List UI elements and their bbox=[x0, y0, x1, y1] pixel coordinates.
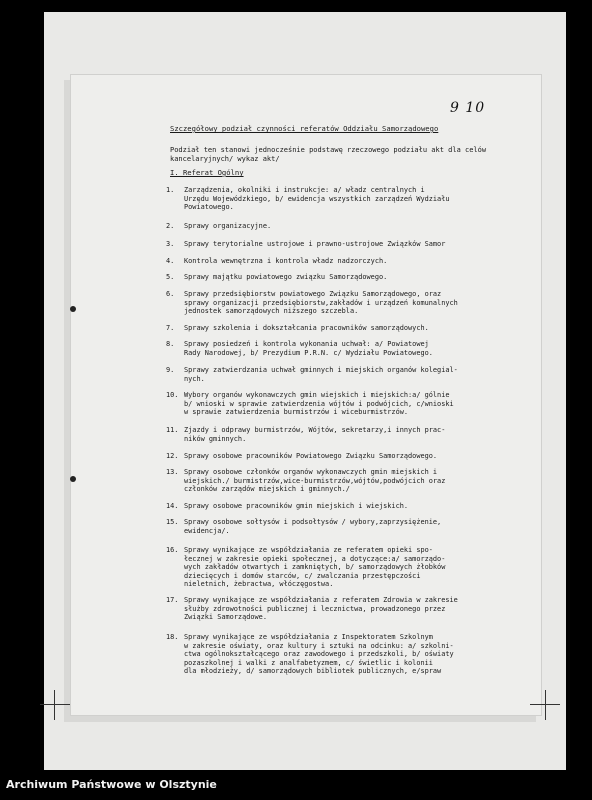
list-item bbox=[166, 222, 516, 231]
item-number: 1. bbox=[166, 186, 175, 194]
item-text: Sprawy osobowe pracowników Powiatowego Związku Samorządowego. bbox=[184, 452, 438, 460]
punch-hole bbox=[70, 476, 76, 482]
item-text: Sprawy zatwierdzania uchwał gminnych i miejskich organów kolegial- nych. bbox=[184, 366, 458, 383]
list-item bbox=[166, 452, 516, 461]
item-text: Sprawy posiedzeń i kontrola wykonania uchwał: a/ Powiatowej Rady Narodowej, b/ Prezydium P.R.N. c/ Wydziału Powiatowego. bbox=[184, 340, 433, 357]
list-item bbox=[166, 502, 516, 511]
item-number: 16. bbox=[166, 546, 179, 554]
list-item bbox=[166, 426, 516, 443]
list-item bbox=[166, 324, 516, 333]
item-text: Kontrola wewnętrzna i kontrola władz nadzorczych. bbox=[184, 257, 388, 265]
intro-paragraph: Podział ten stanowi jednocześnie podstawę rzeczowego podziału akt dla celów kancelaryjnych/ wykaz akt/ bbox=[170, 146, 487, 163]
registration-mark bbox=[40, 704, 70, 705]
item-text: Sprawy wynikające ze współdziałania z referatem Zdrowia w zakresie służby zdrowotności publicznej i lecznictwa, prowadzonego przez Związki Samorządowe. bbox=[184, 596, 458, 621]
item-text: Sprawy osobowe członków organów wykonawczych gmin miejskich i wiejskich./ burmistrzów,wice-burmistrzów,wójtów,podwójcich oraz członków zarządów miejskich i gminnych./ bbox=[184, 468, 446, 493]
item-number: 15. bbox=[166, 518, 179, 526]
item-text: Sprawy terytorialne ustrojowe i prawno-ustrojowe Związków Samor bbox=[184, 240, 446, 248]
registration-mark bbox=[545, 690, 546, 720]
section-heading: I. Referat Ogólny bbox=[170, 168, 244, 177]
punch-hole bbox=[70, 306, 76, 312]
item-number: 7. bbox=[166, 324, 175, 332]
item-number: 13. bbox=[166, 468, 179, 476]
list-item bbox=[166, 391, 516, 417]
list-item bbox=[166, 290, 516, 316]
item-number: 4. bbox=[166, 257, 175, 265]
list-item bbox=[166, 546, 516, 589]
item-number: 2. bbox=[166, 222, 175, 230]
item-text: Sprawy osobowe sołtysów i podsołtysów / wybory,zaprzysiężenie, ewidencja/. bbox=[184, 518, 442, 535]
list-item bbox=[166, 518, 516, 535]
item-text: Sprawy szkolenia i dokształcania pracowników samorządowych. bbox=[184, 324, 429, 332]
item-text: Wybory organów wykonawczych gmin wiejskich i miejskich:a/ gólnie b/ wnioski w sprawie zatwierdzenia wójtów i podwójcich, c/wnioski w sprawie zatwierdzenia burmistrzów i wiceburmistrzów. bbox=[184, 391, 454, 416]
item-text: Sprawy majątku powiatowego związku Samorządowego. bbox=[184, 273, 388, 281]
item-number: 14. bbox=[166, 502, 179, 510]
item-number: 11. bbox=[166, 426, 179, 434]
item-number: 17. bbox=[166, 596, 179, 604]
item-number: 3. bbox=[166, 240, 175, 248]
item-number: 8. bbox=[166, 340, 175, 348]
item-text: Sprawy wynikające ze współdziałania z Inspektoratem Szkolnym w zakresie oświaty, oraz kultury i sztuki na odcinku: a/ szkolni- ctwa ogólnokształcącego oraz zawodowego i przedszkoli, b/ oświaty pozaszkolnej i walki z analfabetyzmem, c/ świetlic i kolonii dla młodzieży, d/ samorządowych bibliotek publicznych, e/spraw bbox=[184, 633, 454, 675]
item-number: 9. bbox=[166, 366, 175, 374]
item-number: 6. bbox=[166, 290, 175, 298]
list-item bbox=[166, 186, 516, 212]
registration-mark bbox=[54, 690, 55, 720]
item-number: 10. bbox=[166, 391, 179, 399]
list-item bbox=[166, 366, 516, 383]
item-text: Sprawy organizacyjne. bbox=[184, 222, 272, 230]
item-text: Sprawy osobowe pracowników gmin miejskich i wiejskich. bbox=[184, 502, 409, 510]
list-item bbox=[166, 340, 516, 357]
item-number: 18. bbox=[166, 633, 179, 641]
item-number: 5. bbox=[166, 273, 175, 281]
handwritten-page-number: 9 10 bbox=[450, 100, 486, 116]
item-number: 12. bbox=[166, 452, 179, 460]
archive-caption: Archiwum Państwowe w Olsztynie bbox=[6, 778, 217, 791]
item-text: Zjazdy i odprawy burmistrzów, Wójtów, sekretarzy,i innych prac- ników gminnych. bbox=[184, 426, 446, 443]
list-item bbox=[166, 468, 516, 494]
document-title: Szczegółowy podział czynności referatów Oddziału Samorządowego bbox=[170, 124, 439, 133]
list-item bbox=[166, 273, 516, 282]
list-item bbox=[166, 240, 516, 249]
list-item bbox=[166, 596, 516, 622]
item-text: Sprawy wynikające ze współdziałania ze referatem opieki spo- łecznej w zakresie opieki społecznej, a dotyczące:a/ samorządo- wych zakładów otwartych i zamkniętych, b/ samorządowych żłobków dziecięcych i domów starców, c/ zwalczania przestępczości nieletnich, żebractwa, włóczęgostwa. bbox=[184, 546, 446, 588]
item-text: Zarządzenia, okolniki i instrukcje: a/ władz centralnych i Urzędu Wojewódzkiego, b/ ewidencja wszystkich zarządzeń Wydziału Powiatowego. bbox=[184, 186, 450, 211]
item-text: Sprawy przedsiębiorstw powiatowego Związku Samorządowego, oraz sprawy organizacji przedsiębiorstw,zakładów i urządzeń komunalnych jednostek samorządowych niższego szczebla. bbox=[184, 290, 458, 315]
list-item bbox=[166, 633, 516, 676]
list-item bbox=[166, 257, 516, 266]
